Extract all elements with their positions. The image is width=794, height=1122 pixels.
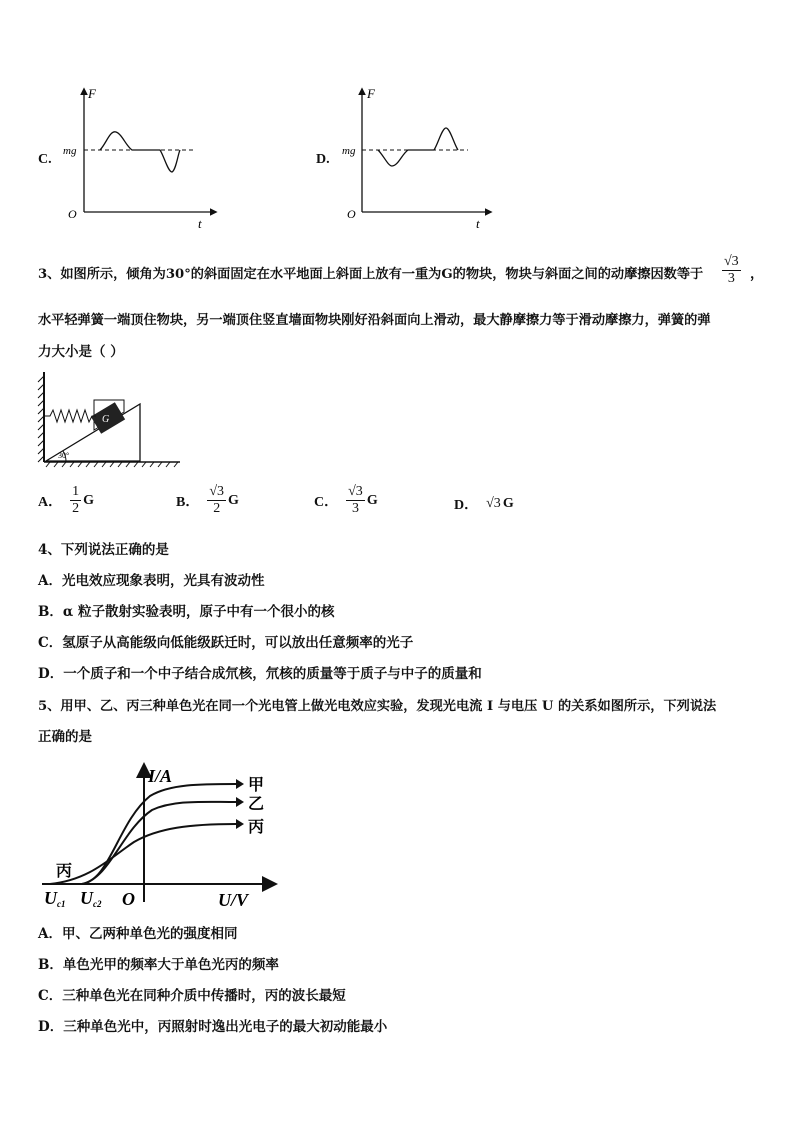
origin-label: O: [347, 207, 356, 221]
graph-c: [60, 82, 220, 232]
q3-line1: 3、如图所示，倾角为30°的斜面固定在水平地面上斜面上放有一重为G的物块，物块与斜面之间的动摩擦因数等于: [38, 267, 704, 282]
q5-option-d[interactable]: D．三种单色光中，丙照射时逸出光电子的最大初动能最小: [38, 1019, 388, 1035]
axis-x-label: t: [198, 216, 202, 231]
label-yi: 乙: [248, 796, 265, 813]
curve-yi: [82, 802, 236, 884]
force-curve: [378, 128, 458, 166]
q3-line2: 水平轻弹簧一端顶住物块，另一端顶住竖直墙面物块刚好沿斜面向上滑动，最大静摩擦力等于滑动摩擦力，弹簧的弹: [38, 313, 711, 328]
u-axis-label: U/V: [218, 890, 249, 910]
uc2-label: Uc2: [80, 888, 102, 909]
unit: G: [83, 492, 95, 508]
origin-label: O: [68, 207, 77, 221]
incline-figure: [36, 370, 186, 470]
numerator: √3: [207, 484, 226, 501]
q4-option-d[interactable]: D．一个质子和一个中子结合成氘核，氘核的质量等于质子与中子的质量和: [38, 666, 482, 682]
option-letter: D．: [454, 498, 479, 513]
q4-stem: 4、下列说法正确的是: [38, 542, 169, 558]
block: [91, 400, 125, 434]
option-letter: B．: [176, 494, 200, 510]
axis-x-label: t: [476, 216, 480, 231]
force-curve: [100, 132, 180, 172]
q3-line1-end: ，: [750, 266, 764, 282]
q3-line3: 力大小是（ ）: [38, 344, 124, 360]
graph-d: [340, 82, 500, 232]
mg-label: mg: [63, 145, 77, 157]
q3-coefficient: [722, 254, 741, 287]
coef-numerator: √3: [722, 254, 741, 271]
spring: [44, 410, 96, 422]
angle-label: 30°: [58, 451, 70, 460]
unit: G: [366, 492, 378, 508]
q3-option-c[interactable]: [314, 484, 378, 517]
q3-option-b[interactable]: [176, 484, 239, 517]
q5-option-b[interactable]: B．单色光甲的频率大于单色光丙的频率: [38, 957, 279, 973]
q5-line2: 正确的是: [38, 729, 92, 745]
q4-option-b[interactable]: B．α 粒子散射实验表明，原子中有一个很小的核: [38, 604, 335, 620]
q5-option-c[interactable]: C．三种单色光在同种介质中传播时，丙的波长最短: [38, 988, 346, 1004]
unit: G: [228, 492, 239, 508]
q4-option-c[interactable]: C．氢原子从高能级向低能级跃迁时，可以放出任意频率的光子: [38, 635, 414, 651]
q5-option-a[interactable]: A．甲、乙两种单色光的强度相同: [38, 926, 238, 942]
mg-label: mg: [342, 145, 356, 157]
option-c-letter: C.: [38, 152, 52, 167]
denominator: 2: [72, 501, 80, 517]
denominator: 3: [351, 501, 359, 517]
denominator: 2: [213, 501, 221, 517]
q5-line1: 5、用甲、乙、丙三种单色光在同一个光电管上做光电效应实验，发现光电流 I 与电压 U 的关系如图所示，下列说法: [38, 699, 717, 714]
option-letter: A．: [38, 494, 63, 510]
block-label: G: [102, 414, 110, 425]
axis-y-label: F: [367, 86, 375, 101]
q3-option-a[interactable]: [38, 484, 94, 517]
axis-y-label: F: [88, 86, 96, 101]
label-jia: 甲: [248, 777, 265, 794]
coef-denominator: 3: [727, 271, 735, 287]
q3-option-d[interactable]: [454, 494, 514, 514]
numerator: √3: [346, 484, 365, 501]
q4-option-a[interactable]: A．光电效应现象表明，光具有波动性: [38, 573, 265, 589]
origin-label: O: [122, 889, 135, 909]
numerator: 1: [70, 484, 81, 501]
value: √3: [486, 496, 501, 511]
option-d-letter: D.: [316, 152, 330, 167]
i-axis-label: I/A: [148, 766, 173, 786]
label-bing-left: 丙: [56, 863, 73, 880]
iu-graph: [40, 762, 280, 912]
option-letter: C．: [314, 494, 339, 510]
unit: G: [502, 496, 514, 511]
uc1-label: Uc1: [44, 888, 66, 909]
label-bing: 丙: [248, 819, 265, 836]
